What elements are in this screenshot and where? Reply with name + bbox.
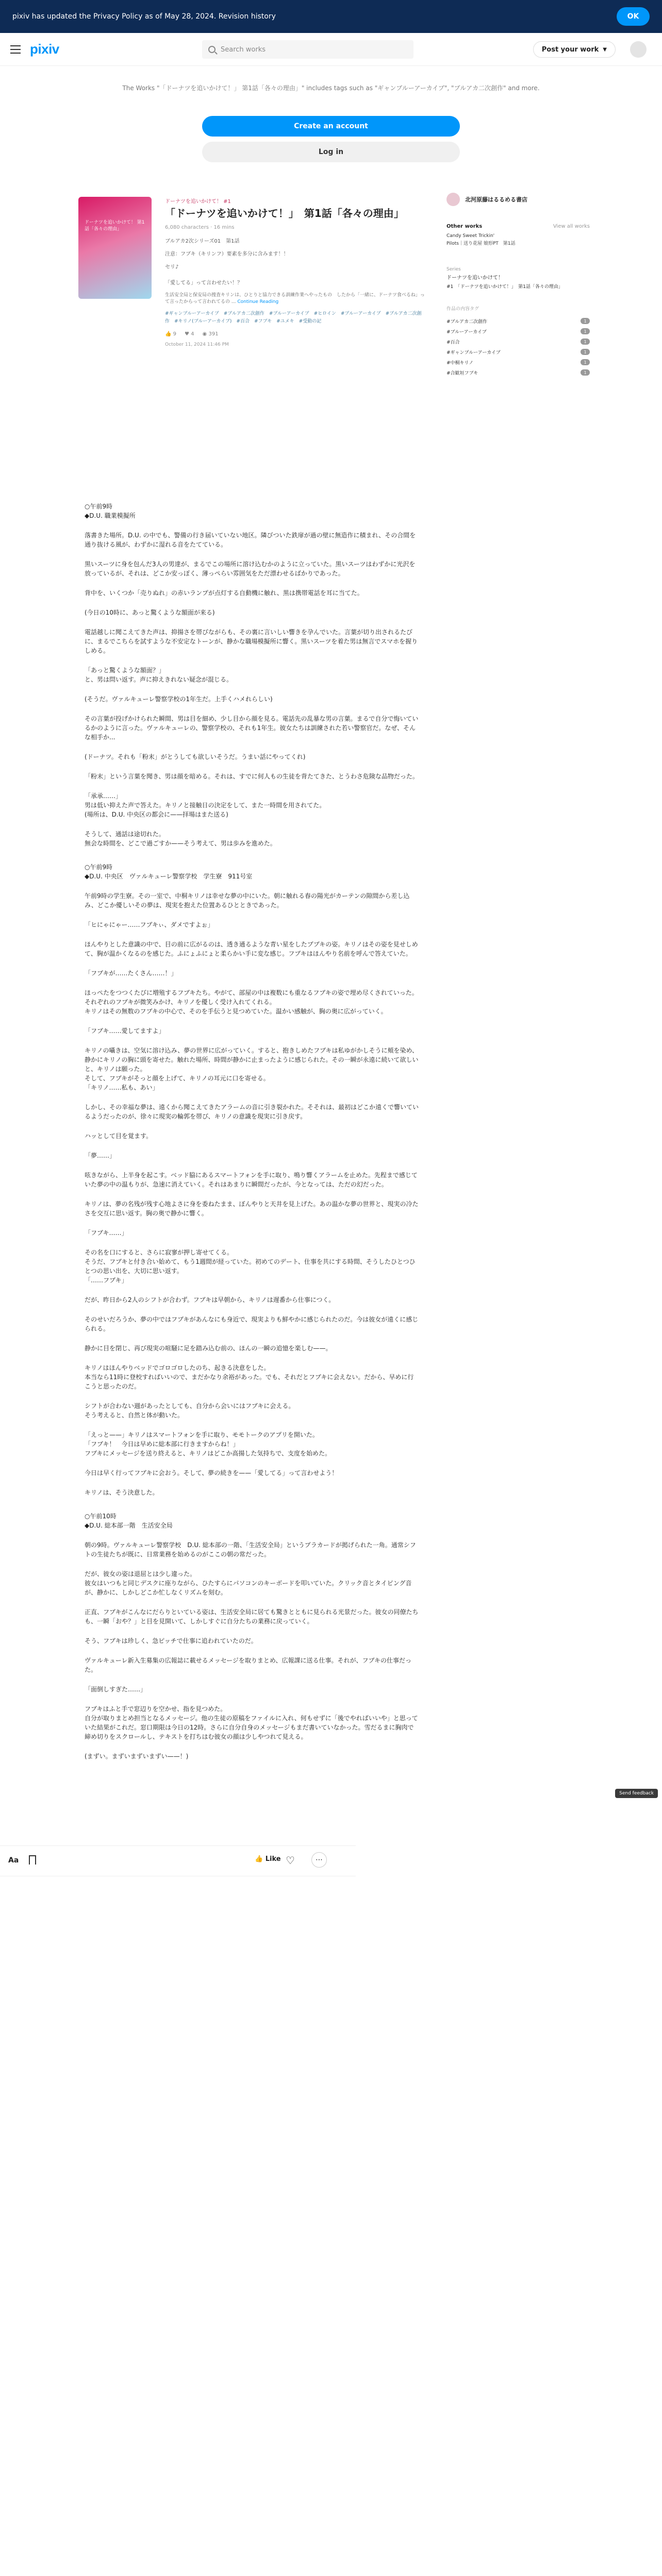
- author-block[interactable]: [446, 193, 590, 206]
- author-avatar[interactable]: [446, 193, 460, 206]
- font-settings-button[interactable]: Aa: [8, 1856, 19, 1865]
- views-count: 391: [208, 331, 219, 337]
- sidebar-tag[interactable]: [446, 347, 590, 357]
- novel-article: [74, 193, 430, 1760]
- body-paragraph: (今日の10時に、あっと驚くような額面が来る): [85, 609, 215, 616]
- sidebar-tag[interactable]: [446, 357, 590, 367]
- likes-count: 9: [173, 331, 177, 337]
- tags-heading: 作品の内容タグ: [446, 307, 479, 312]
- series-name[interactable]: ドーナツを追いかけて！: [446, 275, 503, 281]
- body-paragraph: だが、彼女の姿は退屈とは少し違った。 彼女はいつもと同じデスクに座りながら、ひたすらにパソコンのキーボードを叩いていた。クリック音とタイピング音が、静かに、しかしどこか忙しなくリズムを刻む。: [85, 1570, 412, 1596]
- sidebar-tag-count: 1: [581, 359, 590, 365]
- body-paragraph: 「フブキ……愛してますよ」: [85, 1027, 165, 1035]
- post-work-button[interactable]: [533, 41, 616, 58]
- body-paragraph: 「粉末」という言葉を聞き、男は顔を暗める。それは、すでに何人もの生徒を背たてきた、とうわさ危険な品物だった。: [85, 773, 419, 780]
- body-paragraph: キリノはほんやりベッドでゴロゴロしたのち、起きる決意をした。 本当なら11時に登校すればいいので、まだかなり余裕があった。でも、それだとフブキに会えない。だから、早めに行こうと思ったのだ。: [85, 1364, 414, 1390]
- bookmarks-count: 4: [191, 331, 194, 337]
- body-paragraph: 「面倒しすぎた……」: [85, 1686, 147, 1693]
- signup-description: The Works "「ドーナツを追いかけて！」 第1話「各々の理由」" includes tags such as "ギャンブルーアーカイブ", "ブルアカ二次創作" and more.: [122, 84, 540, 92]
- work-note: セリ♪: [165, 264, 179, 270]
- body-paragraph: ヴァルキューレ新入生募集の広報誌に載せるメッセージを取りまとめ、広報課に送る仕事。それが、フブキの仕事だった。: [85, 1657, 411, 1673]
- body-paragraph: 「フブキが……たくさん……！」: [85, 970, 177, 977]
- author-name[interactable]: 北河原藤はるるめる書店: [465, 196, 527, 203]
- body-paragraph: 「あっと驚くような額面？」 と、男は問い返す。声に抑えきれない疑念が混じる。: [85, 667, 233, 683]
- heart-icon[interactable]: ♡: [286, 1854, 295, 1867]
- body-paragraph: (まずい。まずいまずいまずい——！): [85, 1753, 189, 1760]
- sidebar-tag-name: #百合: [446, 340, 460, 345]
- feedback-button[interactable]: Send feedback: [615, 1789, 658, 1798]
- post-work-label: Post your work: [541, 45, 599, 54]
- bookmarks-stat: [185, 331, 194, 337]
- body-paragraph: ハッとして目を覚ます。: [85, 1132, 153, 1140]
- body-paragraph: 「ヒにゃにゃー……フブキぃ、ダメですよぉ」: [85, 921, 214, 928]
- search-icon: [208, 46, 216, 53]
- work-caption: [165, 292, 426, 305]
- eye-icon: ◉: [202, 331, 207, 337]
- sidebar-tag-count: 1: [581, 318, 590, 324]
- login-button[interactable]: Log in: [202, 142, 460, 162]
- cover-image[interactable]: [78, 197, 152, 299]
- like-icon: 👍: [255, 1855, 263, 1863]
- body-paragraph: ほっぺたをつつくたびに増殖するフブキたち。やがて、部屋の中は複数にも重なるフブキの姿で埋め尽くされていった。それぞれのフブキが微笑みかけ、キリノを優しく受け入れてくれる。 キリノはその無数のフブキの中心で、そのを手伝うと見つめていた。温かい感触が、胸の奥に広がっていく。: [85, 989, 418, 1015]
- like-button[interactable]: [255, 1855, 281, 1863]
- body-paragraph: そう、フブキは珍しく、急ピッチで仕事に追われていたのだ。: [85, 1637, 257, 1645]
- chevron-down-icon: ▼: [603, 46, 607, 53]
- sidebar-tag-name: #ブルアカ二次創作: [446, 319, 488, 325]
- site-header: [0, 33, 662, 66]
- work-length: 6,080 characters · 16 mins: [165, 225, 235, 230]
- body-paragraph: (ドーナツ。それも「粉末」がとうしても欲しいそうだ。うまい話にやってくれ): [85, 753, 306, 760]
- sidebar-tag-count: 1: [581, 328, 590, 334]
- more-options-icon[interactable]: ⋯: [311, 1852, 327, 1868]
- body-paragraph: ○午前9時 ◆D.U. 中央区 ヴァルキューレ警察学校 学生寮 911号室: [85, 863, 253, 880]
- view-all-link[interactable]: View all works: [553, 224, 590, 229]
- user-avatar[interactable]: [630, 41, 647, 58]
- body-paragraph: キリノの囁きは、空気に溶け込み、夢の世界に広がっていく。すると、抱きしめたフブキは私ゆがかしそうに頬を染め、静かにキリノの胸に頭を寄せた。触れた場所、時間が静かに止まったように感じられた。その一瞬が永遠に続いて欲しいと、キリノは願った。 そして、フブキがそっと顔を上げて、キリノの耳元に口を寄せる。 「キリノ……私も、あい」: [85, 1047, 419, 1091]
- privacy-notice-message[interactable]: pixiv has updated the Privacy Policy as of May 28, 2024. Revision history: [12, 12, 276, 21]
- sidebar-tag-name: #ブルーアーカイブ: [446, 329, 487, 335]
- body-paragraph: キリノは、夢の名残が残す心地よさに身を委ねたまま、ぼんやりと天井を見上げた。あの温かな夢の世界と、現実の冷たさを交互に思い返す。胸の奥で静かに響く。: [85, 1200, 419, 1217]
- body-paragraph: 今日は早く行ってフブキに会おう。そして、夢の続きを——「愛してる」って言わせよう！: [85, 1469, 338, 1477]
- body-paragraph: そうして、通話は途切れた。 無会な時間を、どこで過ごすか——そう考えて、男は歩みを進めた。: [85, 831, 276, 847]
- sidebar-tag-count: 1: [581, 349, 590, 355]
- other-works-header: [446, 224, 590, 229]
- sidebar: [446, 193, 590, 378]
- sidebar-tag[interactable]: [446, 336, 590, 347]
- menu-icon[interactable]: [10, 45, 21, 54]
- body-paragraph: (そうだ。ヴァルキューレ警察学校の1年生だ。上手くハメれらしい): [85, 696, 273, 703]
- bookmark-icon[interactable]: [29, 1855, 36, 1865]
- series-block: [446, 267, 590, 291]
- work-warning: 注意：フブキ（キリンフ）要素を多分に含みます！！: [165, 251, 289, 257]
- sidebar-tag[interactable]: [446, 326, 590, 336]
- sidebar-tag-count: 1: [581, 369, 590, 376]
- body-paragraph: しかし、その幸福な夢は、遠くから聞こえてきたアラームの音に引き裂かれた。そそれは、最初はどこか遠くで響いているようだったのが、徐々に現実の輪郭を帯び、キリノの意識を現実に引き戻す。: [85, 1104, 419, 1120]
- sidebar-tag-name: #中桐キリノ: [446, 360, 474, 366]
- likes-stat: [165, 331, 176, 337]
- work-tagline: 「愛してる」って言わせたい！？: [165, 280, 242, 286]
- body-paragraph: シフトが合わない週があったとしても、自分から会いにはフブキに会える。 そう考えると、自然と体が動いた。: [85, 1402, 295, 1419]
- other-work-item[interactable]: Candy Sweet Trickin': [446, 233, 495, 239]
- novel-body: [85, 502, 420, 1771]
- series-link[interactable]: ドーナツを追いかけて！ #1: [165, 199, 231, 205]
- work-info: [165, 197, 426, 347]
- body-paragraph: 「フブキ……」: [85, 1229, 128, 1236]
- body-paragraph: 背中を、いくつか「売りぬれ」の赤いランプが点灯する自動機に触れ、黒は携帯電話を耳に当てた。: [85, 589, 363, 597]
- search-input[interactable]: [202, 40, 413, 59]
- body-paragraph: 静かに目を閉じ、再び現実の喧騒に足を踏み込む前の、ほんの一瞬の追憶を楽しむ——。: [85, 1345, 332, 1352]
- series-episode[interactable]: #1 「ドーナツを追いかけて！」 第1話「各々の理由」: [446, 284, 563, 290]
- heart-icon: ♥: [185, 331, 189, 337]
- other-works-list: [446, 232, 590, 248]
- body-paragraph: フブキはふと手で窓辺りを空かせ、指を見つめた。 自分が取りまとめ担当となるメッセージ。他の生徒の原稿をファイルに入れ、何もせずに「後でやればいいや」と思っていた結果がこれだ。窓口期限は今日の12時。さらに自分自身のメッセージもまだ書いていなかった。雪だるまに胸肉で締め切りをスクロールし、テキストを打ちはむ彼女の顔は少しやつれて見える。: [85, 1705, 418, 1740]
- body-paragraph: そのせいだろうか、夢の中ではフブキがあんなにも身近で、現実よりも鮮やかに感じられたのだ。今は彼女が遠くに感じられる。: [85, 1316, 419, 1332]
- privacy-notice-bar: [0, 0, 662, 33]
- sidebar-tag[interactable]: [446, 316, 590, 326]
- series-label: Series: [446, 266, 461, 272]
- body-paragraph: 電話越しに聞こえてきた声は、抑揚さを帯びながらも、その裏に言いしい響きを孕んでいた。言葉が切り出されるたびに、まるでこちらを試すような不安定なトーンが、静かな職場模擬所に響く。黒いスーツを着た男は無言でスマホを握りしめる。: [85, 629, 418, 654]
- other-work-item[interactable]: Pilots｜送り花屋 娘形PT 第1話: [446, 241, 516, 247]
- body-paragraph: 落書きた場所。D.U. の中でも、警備の行き届いていない地区。隣びついた鉄扉が過の壁に無造作に積まれ、その合間を通り抜ける風が、わずかに湿れる音をたてている。: [85, 532, 416, 548]
- body-paragraph: ほんやりとした意識の中で、目の前に広がるのは、透き通るような青い星をしたブブキの姿。キリノはその姿を見せしめて、胸が温かくなるのを感じた。ふにょふにょと柔らかい手に変な感じ。フブキはほんやり名前を呼んで答えていた。: [85, 941, 418, 957]
- pixiv-logo[interactable]: pixiv: [30, 41, 59, 57]
- thumbs-up-icon: 👍: [165, 331, 172, 337]
- other-works-title: Other works: [446, 224, 483, 229]
- work-title: 「ドーナツを追いかけて！」 第1話「各々の理由」: [165, 207, 404, 219]
- body-paragraph: その言葉が投げかけられた瞬間、男は目を細め、少し目から顔を見る。電話先の乱暴な男の言葉。まるで自分で悔いているかのように言った。ヴァルキューレの、警察学校の、それも1年生。彼女たちは訓練された若い警察官だ。なぜ、そんな相手か...: [85, 715, 419, 741]
- body-paragraph: 「夢……」: [85, 1152, 116, 1159]
- body-paragraph: 「承承……」 男は低い抑えた声で答えた。キリノと接触日の決定をして、また一時間を用されてた。 (場所は、D.U. 中央区の都会に——拝場はまた送る): [85, 792, 326, 818]
- body-paragraph: 呟きながら、上半身を起こす。ベッド脇にあるスマートフォンを手に取り、鳴り響くアラームを止めた。先程まで感じていた夢の中の温もりが、急速に消えていく。それはあまりに瞬間だったが、今となっては、ただの幻だった。: [85, 1172, 418, 1188]
- work-header: [74, 193, 430, 347]
- body-paragraph: 黒いスーツに身を包んだ3人の男達が、まるでこの場所に溶け込むかのように立っていた。黒いスーツはわずかに光沢を放っているが、それは、どこか安っぽく、薄っぺらい雰囲気をただ漂わせるばかりであった。: [85, 561, 416, 577]
- signup-section: [0, 66, 662, 213]
- continue-reading-link[interactable]: Continue Reading: [237, 299, 279, 304]
- sidebar-tag-name: #ギャンブルーアーカイブ: [446, 350, 501, 355]
- body-paragraph: 朝の9時。ヴァルキューレ警察学校 D.U. 総本部の一階、「生活安全局」というプラカードが掲げられた一角。通常シフトの生徒たちが既に、日常業務を始めるのがここの朝の常だった。: [85, 1541, 416, 1558]
- body-paragraph: 午前9時の学生寮。その一室で、中桐キリノは幸せな夢の中にいた。朝に触れる春の陽光がカーテンの隙間から差し込み、どこか優しいその夢は、現実を抱えた位置あるひとときであった。: [85, 892, 410, 909]
- sidebar-tag-name: #合歓垣フブキ: [446, 370, 478, 376]
- body-paragraph: ○午前9時 ◆D.U. 職業模擬所: [85, 503, 136, 519]
- create-account-button[interactable]: Create an account: [202, 116, 460, 137]
- work-date: October 11, 2024 11:46 PM: [165, 342, 229, 347]
- cover-text: ドーナツを追いかけて！ 第1話「各々の理由」: [85, 220, 145, 232]
- body-paragraph: ○午前10時 ◆D.U. 総本部一階 生活安全局: [85, 1513, 173, 1529]
- caption-text: 生活安全局と保安局の捜査キリンは、ひとりと協力できる訓練作業へやったもの したから「一緒に、ドーナツ食べるね」って言ったからって言われてるの ...: [165, 293, 425, 304]
- search-placeholder: Search works: [221, 45, 266, 54]
- work-subtitle: ブルアカ2次シリーズ01 第1話: [165, 239, 240, 244]
- sidebar-tags: [446, 316, 590, 378]
- body-paragraph: キリノは、そう決意した。: [85, 1489, 159, 1496]
- like-label: Like: [265, 1855, 281, 1863]
- body-paragraph: 正直、フブキがこんなにだらりといている姿は、生活安全局に居ても驚きとともに見られる光景だった。彼女の同僚たちも、一瞬「おや？」と目を見開いて、しかしすぐに自分たちの業務に戻っていく。: [85, 1608, 419, 1625]
- body-paragraph: だが、昨日から2人のシフトが合わず。フブキは早朝から、キリノは遅番から仕事につく。: [85, 1296, 335, 1303]
- body-paragraph: その名を口にすると、さらに寂寥が押し寄せてくる。 そうだ、フブキと付き合い始めて、もう1週間が経っていた。初めてのデート、仕事を共にする時間、そうしたひとつひとつの思い出を、大切に思い返す。 「……フブキ」: [85, 1249, 416, 1284]
- views-stat: [203, 331, 219, 337]
- sidebar-tag-count: 1: [581, 338, 590, 345]
- reader-toolbar: [0, 1845, 356, 1876]
- notice-ok-button[interactable]: OK: [617, 7, 650, 26]
- sidebar-tag[interactable]: [446, 367, 590, 378]
- work-tags[interactable]: #ギャンブルーアーカイブ #ブルアカ二次創作 #ブルーアーカイブ #ヒロイン #ブルーアーカイブ #ブルアカ二次創作 #キリノ(ブルーアーカイブ) #百合 #フブキ #ユメキ #受動の記: [165, 311, 422, 324]
- work-stats: [165, 331, 426, 337]
- body-paragraph: 「えっと——」キリノはスマートフォンを手に取り、モモトークのアプリを開いた。 「フブキ！ 今日は早めに総本部に行きますからね！」 フブキにメッセージを送り終えると、キリノはどこか高揚した気持ちで、支度を始めた。: [85, 1431, 331, 1457]
